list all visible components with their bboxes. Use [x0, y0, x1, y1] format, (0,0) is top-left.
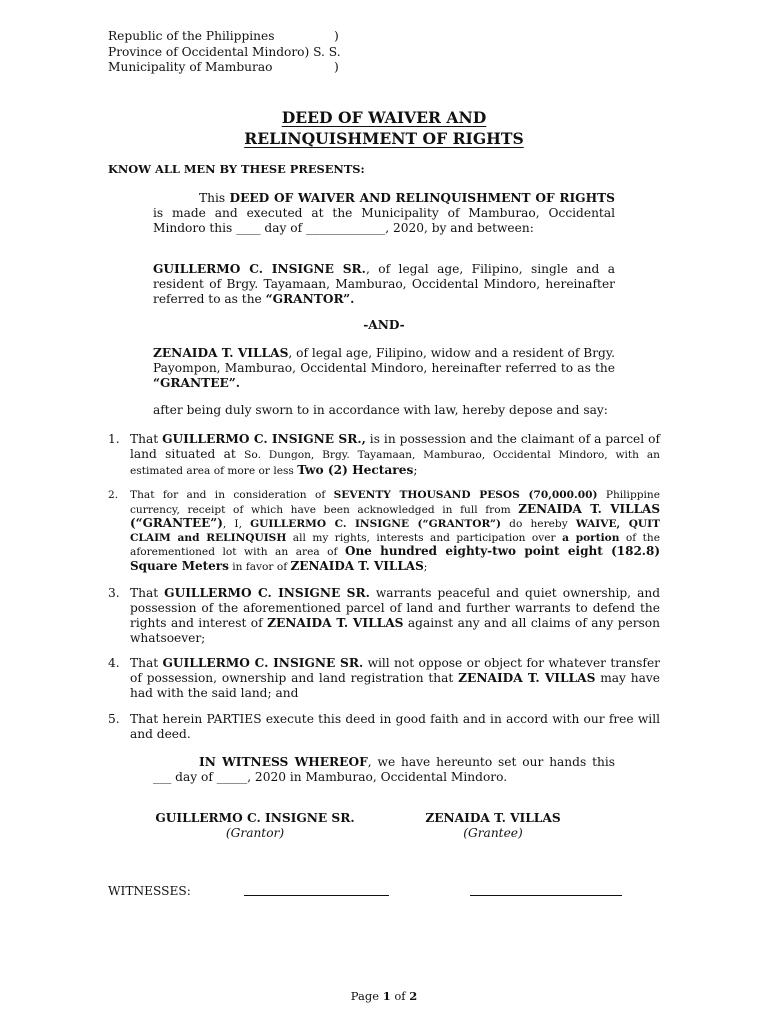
clause-number: 2. — [108, 489, 119, 501]
grantor-name: GUILLERMO C. INSIGNE SR. — [153, 262, 366, 276]
portion-area: One hundred eighty-two point eight (182.8) Square Meters — [130, 544, 660, 573]
text: all my rights, interests and participation over — [286, 531, 563, 544]
caption-country: Republic of the Philippines — [108, 29, 275, 43]
text: That — [130, 586, 165, 600]
signatory-role: (Grantee) — [463, 826, 523, 840]
document-title — [0, 107, 768, 149]
caption-province: Province of Occidental Mindoro — [108, 44, 305, 59]
clause-4 — [108, 656, 660, 701]
witnesses-label: WITNESSES: — [108, 884, 191, 898]
intro-heading: KNOW ALL MEN BY THESE PRESENTS: — [108, 162, 365, 176]
and-separator: -AND- — [363, 318, 405, 332]
opening-paragraph — [153, 191, 615, 236]
text: That — [130, 656, 163, 670]
text: in favor of — [228, 560, 291, 573]
clause-number: 3. — [108, 586, 120, 600]
text: , with an estimated area of more or less — [130, 449, 660, 477]
text: may have had with the said land; and — [130, 671, 660, 700]
text: ; — [423, 560, 428, 573]
text: against any and all claims of any person whatsoever; — [130, 616, 660, 645]
text: , 2020, by and between: — [385, 221, 534, 235]
text: will not oppose or object for whatever transfer of possession, ownership and land registration that — [130, 656, 660, 685]
text: This — [199, 191, 230, 205]
text: ; — [413, 463, 418, 477]
grantor-name: GUILLERMO C. INSIGNE SR. — [164, 586, 370, 600]
text: , of legal age, Filipino, widow and a resident of Brgy. Payompon, Mamburao, Occidental Mindoro, hereinafter referred to as the — [153, 346, 615, 375]
text: That — [130, 432, 163, 446]
witness-heading: IN WITNESS WHEREOF — [199, 755, 368, 769]
grantee-paragraph — [153, 346, 615, 391]
text: do hereby — [501, 518, 576, 530]
text: Philippine currency, receipt of which have been acknowledged in full from — [130, 489, 660, 516]
title-line-1: DEED OF WAIVER AND — [281, 108, 487, 127]
page-total: 2 — [409, 989, 418, 1003]
date-blank: _____________ — [306, 221, 386, 235]
caption-block — [108, 29, 428, 76]
waiver-clause: WAIVE, QUIT CLAIM and RELINQUISH — [130, 518, 661, 544]
caption-line — [108, 60, 428, 76]
land-area: Two (2) Hectares — [297, 463, 414, 477]
date-blank: ___ — [153, 770, 172, 784]
signatory-name: GUILLERMO C. INSIGNE SR. — [155, 811, 355, 825]
caption-paren: ) — [334, 60, 339, 74]
witness-paragraph — [153, 755, 615, 785]
text: warrants peaceful and quiet ownership, and possession of the aforementioned parcel of land and further warrants to defend the rights and interest of — [130, 586, 660, 630]
text: is in possession and the claimant of a parcel of land situated at — [130, 432, 660, 461]
grantee-name: ZENAIDA T. VILLAS — [267, 616, 404, 630]
clause-number: 1. — [108, 432, 120, 446]
text: , we have hereunto set our hands this — [367, 755, 615, 769]
clause-1 — [108, 432, 660, 479]
witness-signature-line — [244, 895, 389, 896]
text: , of legal age, Filipino, single and a resident of Brgy. Tayamaan, Mamburao, Occidental Mindoro, hereinafter referred to as the — [153, 262, 616, 306]
caption-paren: ) — [334, 29, 339, 43]
text: , 2020 in Mamburao, Occidental Mindoro. — [247, 770, 508, 784]
text: of — [390, 989, 410, 1003]
caption-line — [108, 29, 428, 45]
signatory-name: ZENAIDA T. VILLAS — [425, 811, 561, 825]
deed-title-ref: DEED OF WAIVER AND RELINQUISHMENT OF RIGHTS — [229, 191, 615, 205]
text: of the aforementioned lot with an area of — [130, 531, 660, 558]
date-blank: _____ — [216, 770, 248, 784]
grantor-name: GUILLERMO C. INSIGNE (“GRANTOR”) — [250, 518, 502, 530]
grantor-name: GUILLERMO C. INSIGNE SR. — [162, 656, 364, 670]
grantor-role: “GRANTOR”. — [265, 292, 355, 306]
grantee-signature — [414, 811, 572, 841]
clause-2 — [108, 489, 660, 574]
clause-3 — [108, 586, 660, 646]
grantee-name: ZENAIDA T. VILLAS — [458, 671, 596, 685]
clause-5 — [108, 712, 660, 742]
consideration-amount: SEVENTY THOUSAND PESOS (70,000.00) — [333, 489, 598, 501]
land-location: So. Dungon, Brgy. Tayamaan, Mamburao, Occidental Mindoro — [244, 449, 605, 461]
grantee-role: “GRANTEE”. — [153, 376, 241, 390]
grantee-name: ZENAIDA T. VILLAS — [290, 558, 424, 573]
page-footer — [0, 989, 768, 1004]
title-line-2: RELINQUISHMENT OF RIGHTS — [244, 129, 524, 148]
deposition-line: after being duly sworn to in accordance with law, hereby depose and say: — [153, 403, 608, 417]
grantor-name: GUILLERMO C. INSIGNE SR., — [162, 432, 366, 446]
text: That for and in consideration of — [130, 489, 334, 501]
date-blank: ____ — [236, 221, 261, 235]
caption-line — [108, 45, 428, 61]
text: is made and executed at the Municipality of Mamburao, Occidental Mindoro this — [153, 206, 615, 235]
text: day of — [171, 770, 217, 784]
text: That herein PARTIES execute this deed in good faith and in accord with our free will and deed. — [130, 712, 660, 741]
page-number: 1 — [382, 989, 391, 1003]
text: Page — [350, 989, 383, 1003]
caption-ss: ) S. S. — [304, 44, 341, 59]
portion-ref: a portion — [562, 531, 620, 544]
clause-number: 5. — [108, 712, 120, 726]
grantor-paragraph — [153, 262, 615, 307]
signatory-role: (Grantor) — [225, 826, 285, 840]
text: day of — [260, 221, 306, 235]
grantee-name: ZENAIDA T. VILLAS — [153, 346, 289, 360]
caption-municipality: Municipality of Mamburao — [108, 60, 273, 74]
witness-signature-line — [470, 895, 622, 896]
clause-number: 4. — [108, 656, 120, 670]
grantor-signature — [150, 811, 360, 841]
text: , I, — [222, 518, 251, 530]
grantee-name: ZENAIDA T. VILLAS (“GRANTEE”) — [130, 501, 660, 530]
